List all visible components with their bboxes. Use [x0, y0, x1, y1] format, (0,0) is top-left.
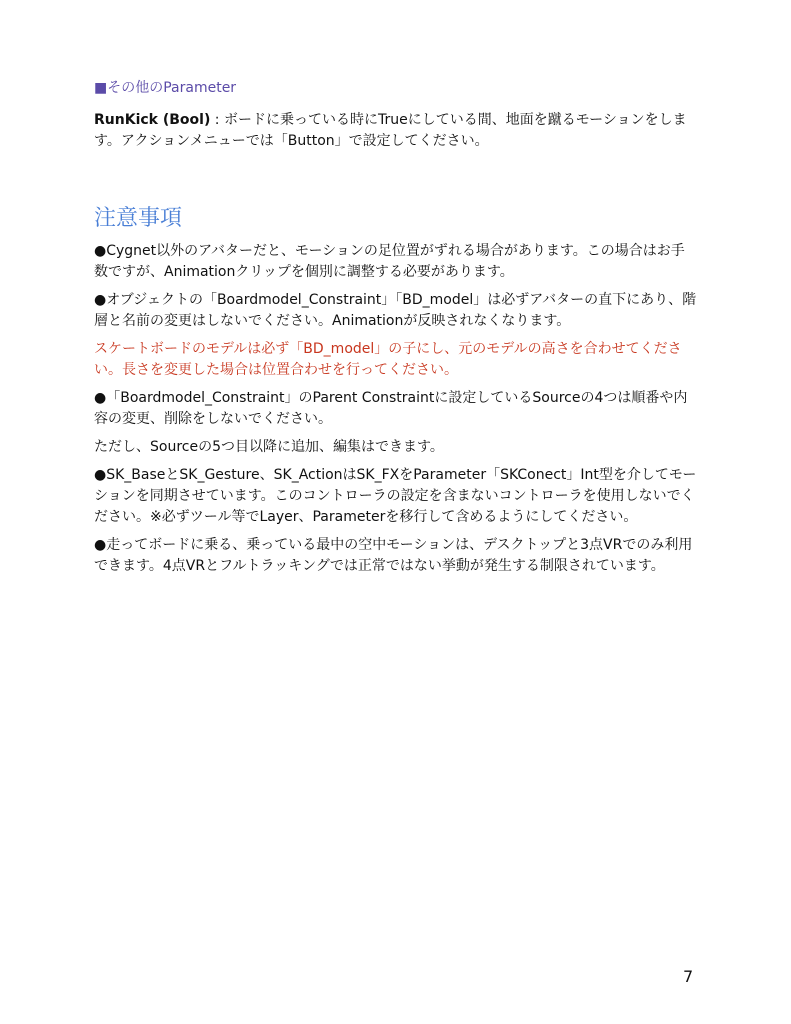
- runkick-text: : ボードに乗っている時にTrueにしている間、地面を蹴るモーションをします。アクションメニューでは「Button」で設定してください。: [94, 112, 687, 149]
- other-parameters-heading: ■その他のParameter: [94, 80, 237, 96]
- note-object-hierarchy: ●オブジェクトの「Boardmodel_Constraint」「BD_model」は必ずアバターの直下にあり、階層と名前の変更はしないでください。Animationが反映されなくなります。: [94, 292, 697, 329]
- runkick-label: RunKick (Bool): [94, 112, 211, 128]
- note-controller-sync: ●SK_BaseとSK_Gesture、SK_ActionはSK_FXをParameter「SKConect」Int型を介してモーションを同期させています。このコントローラの設定を含まないコントローラを使用しないでください。※必ずツール等でLayer、Parameterを移行して含めるようにしてください。: [94, 467, 697, 525]
- note-skateboard-model-warning: スケートボードのモデルは必ず「BD_model」の子にし、元のモデルの高さを合わせてください。長さを変更した場合は位置合わせを行ってください。: [94, 341, 682, 378]
- note-avatar-compatibility: ●Cygnet以外のアバターだと、モーションの足位置がずれる場合があります。この場合はお手数ですが、Animationクリップを個別に調整する必要があります。: [94, 243, 685, 280]
- page-number: 7: [683, 967, 694, 986]
- note-source-additions: ただし、Sourceの5つ目以降に追加、編集はできます。: [94, 439, 444, 455]
- note-constraint-sources: ●「Boardmodel_Constraint」のParent Constraintに設定しているSourceの4つは順番や内容の変更、削除をしないでください。: [94, 390, 688, 427]
- page-content: [94, 78, 698, 584]
- notes-heading: 注意事項: [94, 206, 183, 231]
- runkick-description: [94, 110, 698, 152]
- note-vr-limitations: ●走ってボードに乗る、乗っている最中の空中モーションは、デスクトップと3点VRでのみ利用できます。4点VRとフルトラッキングでは正常ではない挙動が発生する制限されています。: [94, 537, 693, 574]
